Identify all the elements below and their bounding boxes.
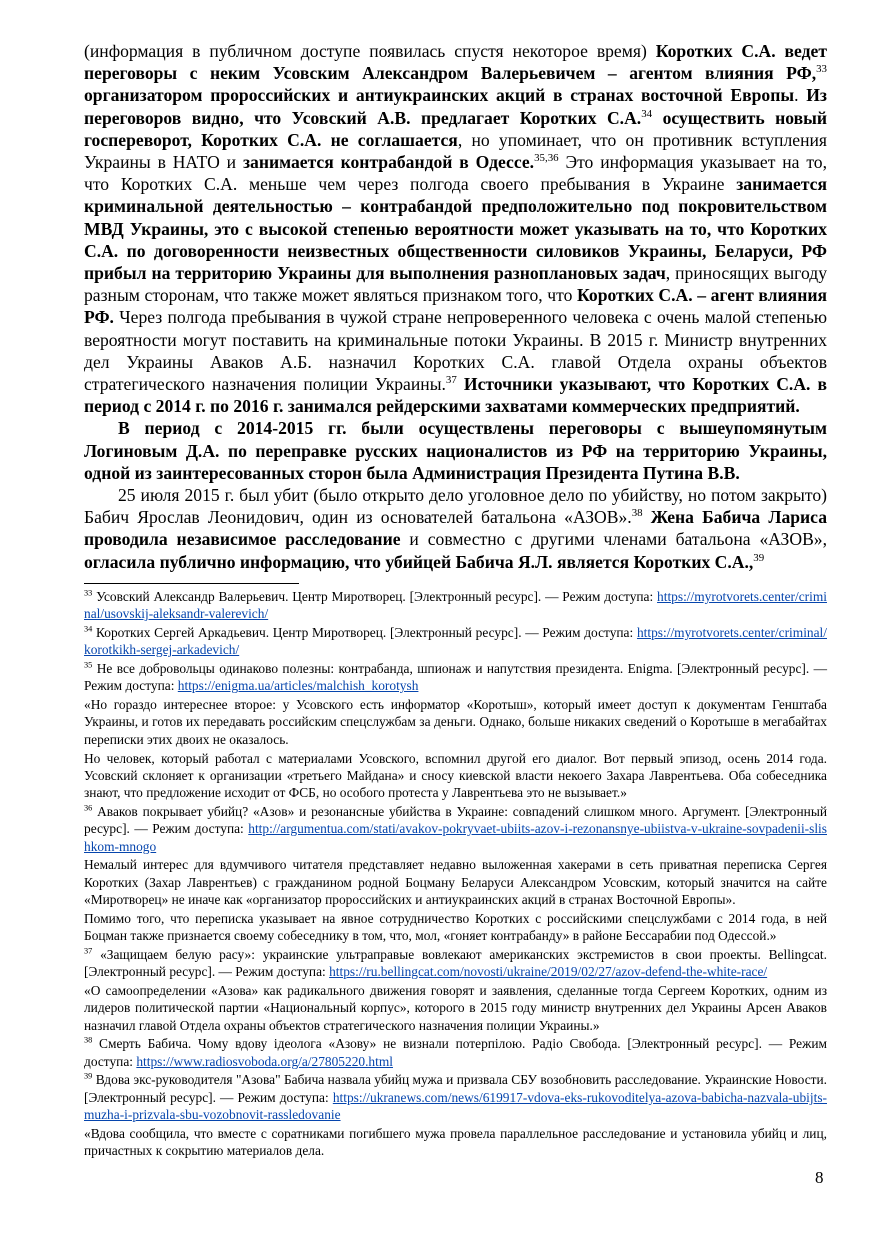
footnote-38-link[interactable]: https://www.radiosvoboda.org/a/27805220.html — [136, 1053, 393, 1069]
footnote-ref-35-36[interactable]: 35,36 — [534, 151, 559, 164]
footnote-36-link[interactable]: http://argumentua.com/stati/avakov-pokryvaet-ubiits-azov-i-rezonansnye-ubiistva-v-ukraine-sovpadenii-slishkom-mnogo — [84, 821, 827, 854]
footnote-33: $^{33}$ Усовский Александр Валерьевич. Центр Миротворец. [Электронный ресурс]. — Режим доступа: https://myrotvorets.center/criminal/usovskij-aleksandr-valerevich/ — [84, 588, 827, 622]
footnote-39-quote: «Вдова сообщила, что вместе с соратниками погибшего мужа провела параллельное расследование и установила убийц и лиц, причастных к сокрытию материалов дела. — [84, 1125, 827, 1159]
main-text — [84, 40, 827, 573]
page-number: 8 — [815, 1168, 824, 1187]
footnote-ref-37[interactable]: 37 — [445, 373, 457, 386]
footnote-37: $^{37}$ «Защищаем белую расу»: украинские ультраправые вовлекают американских экстремистов в свои проекты. Bellingcat. [Электронный ресурс]. — Режим доступа: https://ru.bellingcat.com/novosti/ukraine/2019/02/27/azov-defend-the-white-race/ — [84, 946, 827, 980]
footnote-38: $^{38}$ Смерть Бабича. Чому вдову ідеолога «Азову» не визнали потерпілою. Радіо Свобода. [Электронный ресурс]. — Режим доступа: https://www.radiosvoboda.org/a/27805220.html — [84, 1035, 827, 1069]
footnote-36: $^{36}$ Аваков покрывает убийц? «Азов» и резонансные убийства в Украине: совпадений слишком много. Аргумент. [Электронный ресурс]. — Режим доступа: http://argumentua.com/stati/avakov-pokryvaet-ubiits-azov-i-rezonansnye-ubiistva-v-ukraine-sovpadenii-slishkom-mnogo — [84, 803, 827, 854]
footnote-ref-39[interactable]: 39 — [753, 551, 765, 564]
footnote-ref-33[interactable]: 33 — [816, 63, 827, 76]
footnote-ref-34[interactable]: 34 — [641, 107, 653, 120]
paragraph-1: (информация в публичном доступе появилась спустя некоторое время) Коротких С.А. ведет переговоры с неким Усовским Александром Валерьевичем – агентом влияния РФ,$^{33}$ организатором пророссийских и антиукраинских акций в странах восточной Европы. Из переговоров видно, что Усовский А.В. предлагает Коротких С.А.$^{34}$ осуществить новый госпереворот, Коротких С.А. не соглашается, но упоминает, что он противник вступления Украины в НАТО и занимается контрабандой в Одессе.$^{35,36}$ Это информация указывает на то, что Коротких С.А. меньше чем через полгода своего пребывания в Украине занимается криминальной деятельностью – контрабандой предположительно под покровительством МВД Украины, это с высокой степенью вероятности может указывать на то, что Коротких С.А. по договоренности неизвестных общественности силовиков Украины, Беларуси, РФ прибыл на территорию Украины для выполнения разноплановых задач, приносящих выгоду разным сторонам, что также может являться признаком того, что Коротких С.А. – агент влияния РФ. Через полгода пребывания в чужой стране непроверенного человека с очень малой степенью вероятности могут поставить на криминальные потоки Украины. В 2015 г. Министр внутренних дел Украины Аваков А.Б. назначил Коротких С.А. главой Отдела охраны объектов стратегического назначения полиции Украины.$^{37}$ Источники указывают, что Коротких С.А. в период с 2014 г. по 2016 г. занимался рейдерскими захватами коммерческих предприятий. — [84, 41, 827, 417]
paragraph-3: 25 июля 2015 г. был убит (было открыто дело уголовное дело по убийству, но потом закрыто) Бабич Ярослав Леонидович, один из основателей батальона «АЗОВ».$^{38}$ Жена Бабича Лариса проводила независимое расследование и совместно с другими членами батальона «АЗОВ», огласила публично информацию, что убийцей Бабича Я.Л. является Коротких С.А.,$^{39}$ — [84, 485, 827, 572]
footnote-ref-38[interactable]: 38 — [631, 507, 643, 520]
footnote-36-quote-1: Немалый интерес для вдумчивого читателя представляет недавно выложенная хакерами в сеть приватная переписка Сергея Коротких (Захар Лаврентьев) с гражданином родной Боцману Беларуси Александром Усовским, который значится на сайте «Миротворец» не иначе как «организатор пророссийских и антиукраинских акций в странах Восточной Европы». — [84, 857, 827, 907]
footnote-35-link[interactable]: https://enigma.ua/articles/malchish_korotysh — [177, 678, 419, 694]
footnote-34-link[interactable]: https://myrotvorets.center/criminal/korotkikh-sergej-arkadevich/ — [84, 624, 827, 658]
footnotes — [84, 588, 827, 1160]
footnote-36-quote-2: Помимо того, что переписка указывает на явное сотрудничество Коротких с российскими спецслужбами с 2014 года, в ней Боцман также признается своему собеседнику в том, что, мол, «гоняет контрабанду» в районе Бессарабии под Одессой.» — [84, 910, 827, 944]
footnote-34: $^{34}$ Коротких Сергей Аркадьевич. Центр Миротворец. [Электронный ресурс]. — Режим доступа: https://myrotvorets.center/criminal/korotkikh-sergej-arkadevich/ — [84, 624, 827, 658]
footnote-39: $^{39}$ Вдова экс-руководителя "Азова" Бабича назвала убийц мужа и призвала СБУ возобновить расследование. Украинские Новости. [Электронный ресурс]. — Режим доступа: https://ukranews.com/news/619917-vdova-eks-rukovoditelya-azova-babicha-nazvala-ubijts-muzha-i-prizvala-sbu-vozobnovit-rassledovanie — [84, 1072, 827, 1122]
footnote-35-quote-2: Но человек, который работал с материалами Усовского, вспомнил другой его диалог. Вот первый эпизод, осень 2014 года. Усовский склоняет к организации «третьего Майдана» и сносу киевской власти некоего Захара Лаврентьева. Оба собеседника знают, что предложение исходит от ФСБ, но особого протеста у Лаврентьева это не вызывает.» — [84, 750, 827, 801]
footnote-37-link[interactable]: https://ru.bellingcat.com/novosti/ukraine/2019/02/27/azov-defend-the-white-race/ — [329, 964, 768, 980]
footnote-33-link[interactable]: https://myrotvorets.center/criminal/usovskij-aleksandr-valerevich/ — [84, 588, 827, 622]
footnote-39-link[interactable]: https://ukranews.com/news/619917-vdova-eks-rukovoditelya-azova-babicha-nazvala-ubijts-muzha-i-prizvala-sbu-vozobnovit-rassledovanie — [84, 1089, 827, 1122]
footnote-37-quote: «О самоопределении «Азова» как радикального движения говорят и заявления, сделанные тогда Сергеем Коротких, одним из лидеров политической партии «Национальный корпус», которого в 2015 году министр внутренних дел Украины Арсен Аваков назначил главой Отдела охраны объектов стратегического назначения полиции Украины.» — [84, 982, 827, 1033]
footnote-35: $^{35}$ Не все добровольцы одинаково полезны: контрабанда, шпионаж и напутствия президента. Enigma. [Электронный ресурс]. — Режим доступа: https://enigma.ua/articles/malchish_korotysh — [84, 660, 827, 694]
document-page — [84, 40, 827, 1240]
footnote-separator — [84, 583, 299, 584]
footnote-35-quote-1: «Но гораздо интереснее второе: у Усовского есть информатор «Коротыш», который имеет доступ к документам Генштаба Украины, и готов их передавать российским спецслужбам за деньги. Однако, больше никаких сведений о Коротыше в мегабайтах переписки этих двоих не оказалось. — [84, 697, 827, 747]
paragraph-2: В период с 2014-2015 гг. были осуществлены переговоры с вышеупомянутым Логиновым Д.А. по переправке русских националистов из РФ на территорию Украины, одной из заинтересованных сторон была Администрация Президента Путина В.В. — [84, 418, 827, 483]
